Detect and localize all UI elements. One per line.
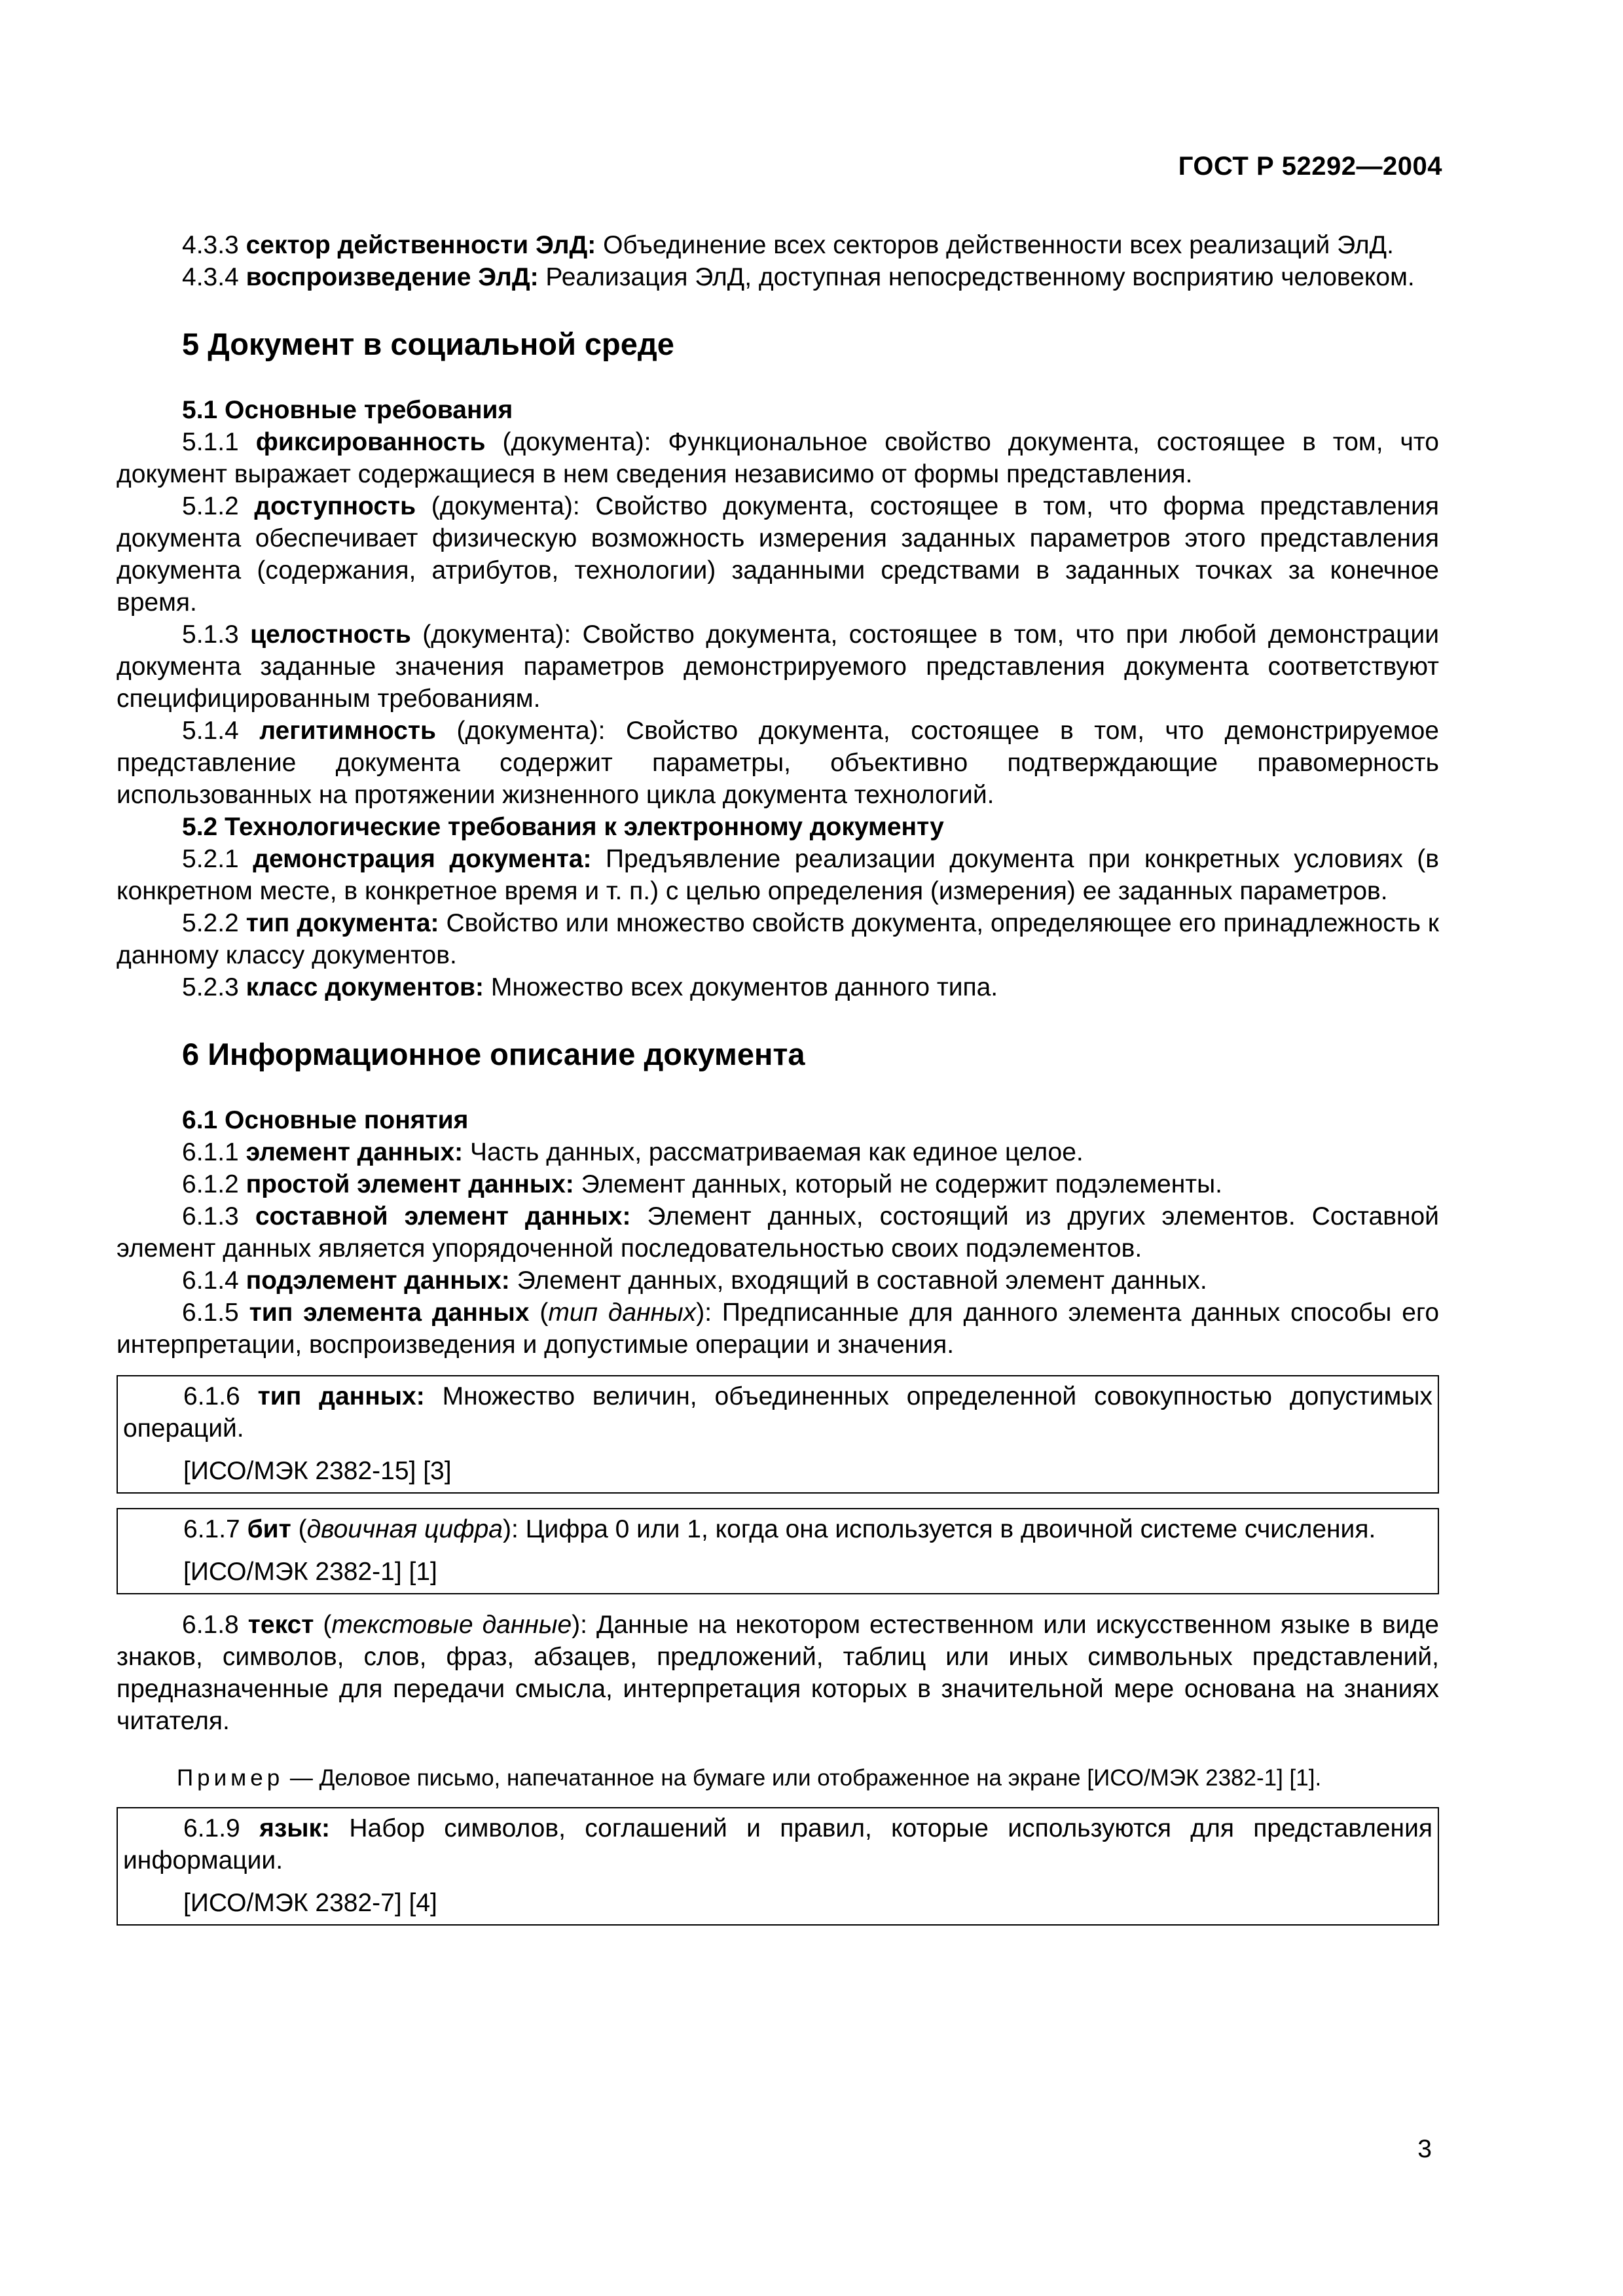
clause-6-1-3 bbox=[117, 1200, 1439, 1265]
definition: Свойство или множество свойств документа, определяющее его принадлежность к данному классу документов. bbox=[117, 909, 1439, 969]
definition: (документа): Функциональное свойство документа, состоящее в том, что документ выражает содержащиеся в нем сведения независимо от формы представления. bbox=[117, 428, 1439, 488]
term: класс документов: bbox=[246, 973, 484, 1001]
clause-number: 5.1.3 bbox=[182, 620, 239, 649]
section-5-title: 5 Документ в социальной среде bbox=[182, 327, 674, 361]
paren-open: ( bbox=[529, 1299, 549, 1327]
term: доступность bbox=[254, 492, 416, 520]
clause-number: 4.3.4 bbox=[182, 263, 239, 291]
definition: Элемент данных, состоящий из других элементов. Составной элемент данных является упорядоченной последовательностью своих подэлементов. bbox=[117, 1202, 1439, 1263]
definition: Объединение всех секторов действенности всех реализаций ЭлД. bbox=[596, 231, 1394, 259]
clause-number: 6.1.2 bbox=[182, 1170, 239, 1198]
clause-number: 5.1.2 bbox=[182, 492, 239, 520]
box-6-1-9 bbox=[117, 1807, 1439, 1926]
clause-number: 6.1.8 bbox=[182, 1611, 239, 1639]
clause-number: 6.1.5 bbox=[182, 1299, 239, 1327]
page-number: 3 bbox=[1417, 2135, 1432, 2163]
definition: Множество величин, объединенных определенной совокупностью допустимых операций. bbox=[123, 1382, 1432, 1443]
clause-6-1-6 bbox=[123, 1380, 1432, 1444]
definition: Элемент данных, который не содержит подэлементы. bbox=[574, 1170, 1222, 1198]
clause-number: 5.2.3 bbox=[182, 973, 239, 1001]
example-text: — Деловое письмо, напечатанное на бумаге или отображенное на экране [ИСО/МЭК 2382-1] [1]. bbox=[283, 1765, 1322, 1791]
paren-open: ( bbox=[314, 1611, 332, 1639]
clause-number: 6.1.1 bbox=[182, 1138, 239, 1166]
term: текст bbox=[247, 1611, 314, 1639]
clause-number: 5.2.2 bbox=[182, 909, 239, 937]
definition: ): Цифра 0 или 1, когда она используется в двоичной системе счисления. bbox=[503, 1515, 1376, 1543]
clause-4-3-4 bbox=[117, 261, 1439, 293]
definition: Предъявление реализации документа при конкретных условиях (в конкретном месте, в конкретное время и т. п.) с целью определения (измерения) ее заданных параметров. bbox=[117, 845, 1439, 905]
clause-5-1-4 bbox=[117, 715, 1439, 811]
definition: Часть данных, рассматриваемая как единое целое. bbox=[463, 1138, 1084, 1166]
clause-5-1-1 bbox=[117, 426, 1439, 490]
clause-5-2-1 bbox=[117, 843, 1439, 907]
clause-5-1-3 bbox=[117, 619, 1439, 715]
clause-6-1-1 bbox=[117, 1136, 1439, 1168]
definition: (документа): Свойство документа, состоящее в том, что форма представления документа обеспечивает физическую возможность измерения заданных параметров этого представления документа (содержания, атрибутов, технологии) заданными средствами в заданных точках за конечное время. bbox=[117, 492, 1439, 617]
definition: ): Предписанные для данного элемента данных способы его интерпретации, воспроизведения и допустимые операции и значения. bbox=[117, 1299, 1440, 1359]
term: целостность bbox=[250, 620, 411, 649]
clause-number: 4.3.3 bbox=[182, 231, 239, 259]
term: тип документа: bbox=[246, 909, 439, 937]
reference: [ИСО/МЭК 2382-15] [3] bbox=[183, 1457, 452, 1485]
clause-number: 6.1.7 bbox=[183, 1515, 240, 1543]
clause-number: 6.1.4 bbox=[182, 1266, 239, 1295]
term: тип данных: bbox=[257, 1382, 425, 1410]
clause-6-1-4 bbox=[117, 1265, 1439, 1297]
term: подэлемент данных: bbox=[246, 1266, 510, 1295]
definition: (документа): Свойство документа, состоящее в том, что демонстрируемое представление документа содержит параметры, объективно подтверждающие правомерность использованных на протяжении жизненного цикла документа технологий. bbox=[117, 717, 1439, 809]
clause-number: 5.1.1 bbox=[182, 428, 239, 456]
clause-4-3-3 bbox=[117, 229, 1439, 261]
box-6-1-6 bbox=[117, 1375, 1439, 1494]
clause-number: 6.1.9 bbox=[183, 1814, 240, 1842]
clause-number: 5.1.4 bbox=[182, 717, 239, 745]
definition: (документа): Свойство документа, состоящее в том, что при любой демонстрации документа заданные значения параметров демонстрируемого представления документа соответствуют специфицированным требованиям. bbox=[117, 620, 1439, 713]
term: составной элемент данных: bbox=[255, 1202, 631, 1230]
term: сектор действенности ЭлД: bbox=[246, 231, 596, 259]
subsection-5-2-title: 5.2 Технологические требования к электронному документу bbox=[182, 813, 944, 841]
definition: Реализация ЭлД, доступная непосредственному восприятию человеком. bbox=[538, 263, 1415, 291]
definition: ): Данные на некотором естественном или искусственном языке в виде знаков, символов, слов, фраз, абзацев, предложений, таблиц или иных символьных представлений, предназначенные для передачи смысла, интерпретация которых в значительной мере основана на знаниях читателя. bbox=[117, 1611, 1439, 1735]
clause-5-1-2 bbox=[117, 490, 1439, 619]
clause-number: 6.1.6 bbox=[183, 1382, 240, 1410]
clause-6-1-5 bbox=[117, 1297, 1439, 1361]
box-6-1-7 bbox=[117, 1508, 1439, 1594]
synonym: двоичная цифра bbox=[306, 1515, 503, 1543]
clause-6-1-2 bbox=[117, 1168, 1439, 1200]
term: элемент данных: bbox=[246, 1138, 464, 1166]
paren-open: ( bbox=[291, 1515, 307, 1543]
definition: Множество всех документов данного типа. bbox=[484, 973, 998, 1001]
term: фиксированность bbox=[255, 428, 486, 456]
subsection-6-1-title: 6.1 Основные понятия bbox=[182, 1106, 469, 1134]
clause-5-2-3 bbox=[117, 971, 1439, 1003]
definition: Элемент данных, входящий в составной элемент данных. bbox=[509, 1266, 1207, 1295]
term: тип элемента данных bbox=[249, 1299, 530, 1327]
section-6-title: 6 Информационное описание документа bbox=[182, 1037, 805, 1071]
clause-number: 6.1.3 bbox=[182, 1202, 239, 1230]
term: язык: bbox=[259, 1814, 331, 1842]
example-label: Пример bbox=[177, 1765, 284, 1791]
example-note bbox=[117, 1763, 1439, 1793]
page-content bbox=[117, 229, 1439, 1926]
clause-6-1-7 bbox=[123, 1513, 1432, 1545]
term: простой элемент данных: bbox=[246, 1170, 574, 1198]
definition: Набор символов, соглашений и правил, которые используются для представления информации. bbox=[123, 1814, 1432, 1874]
reference: [ИСО/МЭК 2382-1] [1] bbox=[183, 1558, 437, 1586]
term: воспроизведение ЭлД: bbox=[246, 263, 539, 291]
clause-6-1-9 bbox=[123, 1812, 1432, 1876]
clause-number: 5.2.1 bbox=[182, 845, 239, 873]
synonym: текстовые данные bbox=[331, 1611, 572, 1639]
term: демонстрация документа: bbox=[253, 845, 592, 873]
clause-6-1-8 bbox=[117, 1609, 1439, 1737]
synonym: тип данных bbox=[548, 1299, 697, 1327]
term: легитимность bbox=[259, 717, 436, 745]
subsection-5-1-title: 5.1 Основные требования bbox=[182, 396, 513, 424]
standard-designation: ГОСТ Р 52292—2004 bbox=[1178, 152, 1442, 181]
clause-5-2-2 bbox=[117, 907, 1439, 971]
term: бит bbox=[247, 1515, 291, 1543]
reference: [ИСО/МЭК 2382-7] [4] bbox=[183, 1889, 437, 1917]
